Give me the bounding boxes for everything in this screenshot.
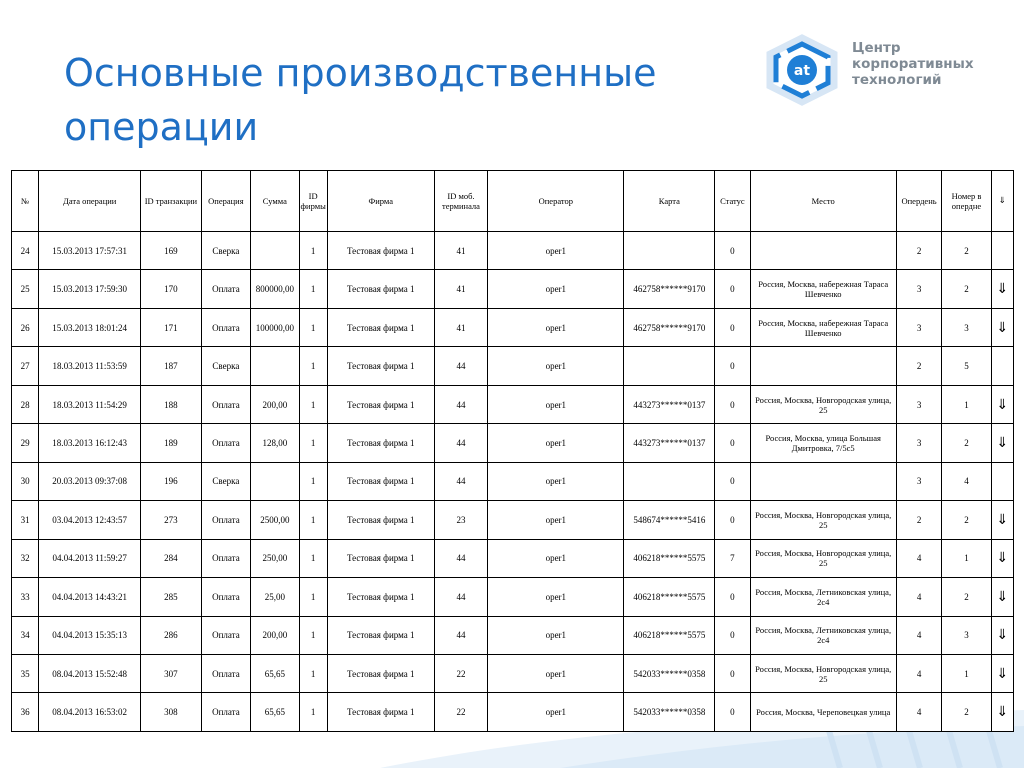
cell-col-card bbox=[624, 232, 715, 270]
cell-col-place: Россия, Москва, Новгородская улица, 25 bbox=[750, 654, 896, 692]
table-row bbox=[12, 693, 1014, 732]
cell-col-firm-id: 1 bbox=[299, 616, 327, 654]
cell-col-number: 34 bbox=[12, 616, 39, 654]
cell-col-number: 24 bbox=[12, 232, 39, 270]
cell-col-card bbox=[624, 347, 715, 385]
cell-col-terminal-id: 44 bbox=[434, 424, 487, 462]
cell-col-firm: Тестовая фирма 1 bbox=[327, 462, 434, 500]
cell-col-operday: 3 bbox=[896, 462, 941, 500]
cell-col-operation: Оплата bbox=[201, 424, 250, 462]
cell-col-status: 0 bbox=[715, 424, 750, 462]
cell-col-date: 18.03.2013 11:53:59 bbox=[39, 347, 141, 385]
cell-col-operday-number: 2 bbox=[942, 693, 991, 732]
cell-col-firm-id: 1 bbox=[299, 270, 327, 308]
down-arrow-icon bbox=[991, 232, 1013, 270]
cell-col-operday: 4 bbox=[896, 654, 941, 692]
cell-col-status: 0 bbox=[715, 270, 750, 308]
cell-col-operday: 3 bbox=[896, 385, 941, 423]
logo-line-1: Центр bbox=[852, 40, 901, 56]
cell-col-terminal-id: 22 bbox=[434, 693, 487, 732]
cell-col-amount: 200,00 bbox=[251, 616, 299, 654]
cell-col-firm: Тестовая фирма 1 bbox=[327, 347, 434, 385]
cell-col-operation: Сверка bbox=[201, 232, 250, 270]
cell-col-card: 462758******9170 bbox=[624, 308, 715, 346]
cell-col-card: 406218******5575 bbox=[624, 578, 715, 616]
table-row bbox=[12, 501, 1014, 539]
cell-col-card: 443273******0137 bbox=[624, 424, 715, 462]
cell-col-amount: 200,00 bbox=[251, 385, 299, 423]
cell-col-place: Россия, Москва, Новгородская улица, 25 bbox=[750, 501, 896, 539]
cell-col-operday-number: 2 bbox=[942, 232, 991, 270]
cell-col-operday: 4 bbox=[896, 578, 941, 616]
cell-col-date: 20.03.2013 09:37:08 bbox=[39, 462, 141, 500]
cell-col-terminal-id: 44 bbox=[434, 385, 487, 423]
table-row bbox=[12, 654, 1014, 692]
cell-col-place: Россия, Москва, набережная Тараса Шевченко bbox=[750, 308, 896, 346]
header-col-status: Статус bbox=[715, 171, 750, 232]
cell-col-status: 0 bbox=[715, 501, 750, 539]
cell-col-terminal-id: 44 bbox=[434, 347, 487, 385]
cell-col-place: Россия, Москва, Летниковская улица, 2с4 bbox=[750, 578, 896, 616]
cell-col-place: Россия, Москва, Череповецкая улица bbox=[750, 693, 896, 732]
cell-col-amount: 2500,00 bbox=[251, 501, 299, 539]
cell-col-operation: Оплата bbox=[201, 270, 250, 308]
cell-col-firm: Тестовая фирма 1 bbox=[327, 232, 434, 270]
cell-col-terminal-id: 44 bbox=[434, 462, 487, 500]
company-logo bbox=[762, 34, 1002, 106]
header-col-transaction-id: ID транзакции bbox=[141, 171, 202, 232]
cell-col-firm-id: 1 bbox=[299, 347, 327, 385]
table-row bbox=[12, 270, 1014, 308]
cell-col-transaction-id: 284 bbox=[141, 539, 202, 577]
cell-col-operday-number: 2 bbox=[942, 578, 991, 616]
cell-col-operator: oper1 bbox=[488, 578, 624, 616]
cell-col-status: 7 bbox=[715, 539, 750, 577]
cell-col-card: 542033******0358 bbox=[624, 693, 715, 732]
header-col-operday-number: Номер в опердне bbox=[942, 171, 991, 232]
cell-col-operator: oper1 bbox=[488, 539, 624, 577]
cell-col-operation: Оплата bbox=[201, 578, 250, 616]
cell-col-operator: oper1 bbox=[488, 616, 624, 654]
cell-col-operday: 4 bbox=[896, 616, 941, 654]
cell-col-operday-number: 3 bbox=[942, 308, 991, 346]
cell-col-card: 548674******5416 bbox=[624, 501, 715, 539]
cell-col-operday: 3 bbox=[896, 424, 941, 462]
cell-col-status: 0 bbox=[715, 693, 750, 732]
cell-col-transaction-id: 170 bbox=[141, 270, 202, 308]
cell-col-number: 28 bbox=[12, 385, 39, 423]
cell-col-number: 33 bbox=[12, 578, 39, 616]
cell-col-firm: Тестовая фирма 1 bbox=[327, 654, 434, 692]
cell-col-amount bbox=[251, 462, 299, 500]
cell-col-transaction-id: 273 bbox=[141, 501, 202, 539]
header-col-place: Место bbox=[750, 171, 896, 232]
cell-col-number: 27 bbox=[12, 347, 39, 385]
down-arrow-icon: ⇓ bbox=[991, 308, 1013, 346]
cell-col-operation: Сверка bbox=[201, 347, 250, 385]
cell-col-card: 542033******0358 bbox=[624, 654, 715, 692]
cell-col-firm: Тестовая фирма 1 bbox=[327, 539, 434, 577]
table-row bbox=[12, 308, 1014, 346]
cell-col-number: 36 bbox=[12, 693, 39, 732]
cell-col-operday-number: 2 bbox=[942, 501, 991, 539]
cell-col-firm-id: 1 bbox=[299, 308, 327, 346]
table-row bbox=[12, 616, 1014, 654]
cell-col-place: Россия, Москва, улица Большая Дмитровка, 7/5с5 bbox=[750, 424, 896, 462]
cell-col-place bbox=[750, 232, 896, 270]
header-col-terminal-id: ID моб. терминала bbox=[434, 171, 487, 232]
logo-text bbox=[852, 40, 974, 88]
header-col-amount: Сумма bbox=[251, 171, 299, 232]
cell-col-operation: Оплата bbox=[201, 693, 250, 732]
cell-col-date: 03.04.2013 12:43:57 bbox=[39, 501, 141, 539]
header-col-operday: Опердень bbox=[896, 171, 941, 232]
cell-col-date: 04.04.2013 15:35:13 bbox=[39, 616, 141, 654]
cell-col-operator: oper1 bbox=[488, 693, 624, 732]
cell-col-operator: oper1 bbox=[488, 424, 624, 462]
cell-col-transaction-id: 307 bbox=[141, 654, 202, 692]
cell-col-place bbox=[750, 462, 896, 500]
cell-col-firm: Тестовая фирма 1 bbox=[327, 385, 434, 423]
cell-col-terminal-id: 41 bbox=[434, 270, 487, 308]
cell-col-transaction-id: 188 bbox=[141, 385, 202, 423]
cell-col-amount: 250,00 bbox=[251, 539, 299, 577]
down-arrow-icon: ⇓ bbox=[991, 424, 1013, 462]
down-arrow-icon: ⇓ bbox=[991, 654, 1013, 692]
cell-col-operday: 4 bbox=[896, 693, 941, 732]
header-col-operator: Оператор bbox=[488, 171, 624, 232]
cell-col-amount: 128,00 bbox=[251, 424, 299, 462]
cell-col-amount: 65,65 bbox=[251, 693, 299, 732]
cell-col-operation: Оплата bbox=[201, 539, 250, 577]
down-arrow-icon: ⇓ bbox=[991, 578, 1013, 616]
cell-col-firm-id: 1 bbox=[299, 693, 327, 732]
cell-col-place: Россия, Москва, набережная Тараса Шевченко bbox=[750, 270, 896, 308]
header-col-number: № bbox=[12, 171, 39, 232]
cell-col-operday-number: 2 bbox=[942, 424, 991, 462]
cell-col-firm: Тестовая фирма 1 bbox=[327, 578, 434, 616]
cell-col-transaction-id: 308 bbox=[141, 693, 202, 732]
cell-col-operator: oper1 bbox=[488, 462, 624, 500]
cell-col-terminal-id: 22 bbox=[434, 654, 487, 692]
cell-col-operday: 4 bbox=[896, 539, 941, 577]
cell-col-status: 0 bbox=[715, 347, 750, 385]
cell-col-operday-number: 1 bbox=[942, 654, 991, 692]
cell-col-terminal-id: 44 bbox=[434, 539, 487, 577]
cell-col-terminal-id: 44 bbox=[434, 578, 487, 616]
cell-col-card: 462758******9170 bbox=[624, 270, 715, 308]
cell-col-firm: Тестовая фирма 1 bbox=[327, 616, 434, 654]
table-row bbox=[12, 539, 1014, 577]
cell-col-firm: Тестовая фирма 1 bbox=[327, 308, 434, 346]
cell-col-operator: oper1 bbox=[488, 270, 624, 308]
cell-col-place: Россия, Москва, Новгородская улица, 25 bbox=[750, 539, 896, 577]
logo-hexagon-icon bbox=[762, 34, 842, 106]
logo-line-2: корпоративных bbox=[852, 56, 974, 72]
cell-col-status: 0 bbox=[715, 462, 750, 500]
cell-col-firm-id: 1 bbox=[299, 232, 327, 270]
cell-col-operation: Оплата bbox=[201, 308, 250, 346]
cell-col-operday: 2 bbox=[896, 501, 941, 539]
cell-col-status: 0 bbox=[715, 578, 750, 616]
cell-col-transaction-id: 187 bbox=[141, 347, 202, 385]
cell-col-operation: Оплата bbox=[201, 501, 250, 539]
cell-col-operday: 3 bbox=[896, 270, 941, 308]
cell-col-transaction-id: 189 bbox=[141, 424, 202, 462]
cell-col-terminal-id: 44 bbox=[434, 616, 487, 654]
cell-col-transaction-id: 169 bbox=[141, 232, 202, 270]
cell-col-firm-id: 1 bbox=[299, 462, 327, 500]
cell-col-place: Россия, Москва, Новгородская улица, 25 bbox=[750, 385, 896, 423]
down-arrow-icon bbox=[991, 462, 1013, 500]
cell-col-firm: Тестовая фирма 1 bbox=[327, 424, 434, 462]
cell-col-status: 0 bbox=[715, 385, 750, 423]
cell-col-operator: oper1 bbox=[488, 385, 624, 423]
cell-col-firm: Тестовая фирма 1 bbox=[327, 270, 434, 308]
table-row bbox=[12, 424, 1014, 462]
cell-col-operday-number: 1 bbox=[942, 385, 991, 423]
cell-col-place bbox=[750, 347, 896, 385]
down-arrow-icon: ⇓ bbox=[991, 501, 1013, 539]
cell-col-card: 406218******5575 bbox=[624, 616, 715, 654]
cell-col-amount: 65,65 bbox=[251, 654, 299, 692]
cell-col-firm: Тестовая фирма 1 bbox=[327, 693, 434, 732]
header-col-card: Карта bbox=[624, 171, 715, 232]
cell-col-operation: Оплата bbox=[201, 654, 250, 692]
cell-col-operation: Оплата bbox=[201, 385, 250, 423]
header-col-firm: Фирма bbox=[327, 171, 434, 232]
cell-col-firm-id: 1 bbox=[299, 424, 327, 462]
cell-col-operday-number: 5 bbox=[942, 347, 991, 385]
cell-col-amount bbox=[251, 347, 299, 385]
cell-col-transaction-id: 286 bbox=[141, 616, 202, 654]
cell-col-operday: 2 bbox=[896, 347, 941, 385]
cell-col-status: 0 bbox=[715, 232, 750, 270]
operations-table bbox=[11, 170, 1014, 732]
cell-col-operday: 2 bbox=[896, 232, 941, 270]
logo-mark-text: at bbox=[793, 63, 811, 79]
cell-col-status: 0 bbox=[715, 654, 750, 692]
down-arrow-icon: ⇓ bbox=[991, 270, 1013, 308]
cell-col-operday-number: 3 bbox=[942, 616, 991, 654]
cell-col-amount: 25,00 bbox=[251, 578, 299, 616]
table-header-row bbox=[12, 171, 1014, 232]
cell-col-transaction-id: 285 bbox=[141, 578, 202, 616]
down-arrow-icon: ⇓ bbox=[991, 539, 1013, 577]
table-row bbox=[12, 578, 1014, 616]
cell-col-amount: 800000,00 bbox=[251, 270, 299, 308]
cell-col-firm: Тестовая фирма 1 bbox=[327, 501, 434, 539]
cell-col-transaction-id: 196 bbox=[141, 462, 202, 500]
cell-col-operator: oper1 bbox=[488, 501, 624, 539]
cell-col-operator: oper1 bbox=[488, 308, 624, 346]
cell-col-firm-id: 1 bbox=[299, 385, 327, 423]
cell-col-operator: oper1 bbox=[488, 654, 624, 692]
table-row bbox=[12, 232, 1014, 270]
header-col-date: Дата операции bbox=[39, 171, 141, 232]
down-arrow-icon: ⇓ bbox=[991, 385, 1013, 423]
down-arrow-icon: ⇓ bbox=[991, 693, 1013, 732]
operations-table-container bbox=[11, 170, 1014, 732]
cell-col-number: 29 bbox=[12, 424, 39, 462]
cell-col-date: 15.03.2013 17:57:31 bbox=[39, 232, 141, 270]
cell-col-firm-id: 1 bbox=[299, 539, 327, 577]
cell-col-amount bbox=[251, 232, 299, 270]
logo-line-3: технологий bbox=[852, 72, 942, 88]
cell-col-card bbox=[624, 462, 715, 500]
down-arrow-icon bbox=[991, 347, 1013, 385]
cell-col-operation: Сверка bbox=[201, 462, 250, 500]
cell-col-operator: oper1 bbox=[488, 232, 624, 270]
cell-col-terminal-id: 41 bbox=[434, 232, 487, 270]
cell-col-number: 35 bbox=[12, 654, 39, 692]
cell-col-date: 18.03.2013 11:54:29 bbox=[39, 385, 141, 423]
cell-col-date: 15.03.2013 18:01:24 bbox=[39, 308, 141, 346]
table-row bbox=[12, 347, 1014, 385]
table-row bbox=[12, 385, 1014, 423]
cell-col-status: 0 bbox=[715, 616, 750, 654]
cell-col-firm-id: 1 bbox=[299, 654, 327, 692]
cell-col-transaction-id: 171 bbox=[141, 308, 202, 346]
cell-col-firm-id: 1 bbox=[299, 501, 327, 539]
table-row bbox=[12, 462, 1014, 500]
table-body bbox=[12, 232, 1014, 732]
cell-col-operday-number: 4 bbox=[942, 462, 991, 500]
cell-col-operation: Оплата bbox=[201, 616, 250, 654]
header-col-arrow: ⇓ bbox=[991, 171, 1013, 232]
cell-col-date: 08.04.2013 15:52:48 bbox=[39, 654, 141, 692]
cell-col-number: 26 bbox=[12, 308, 39, 346]
cell-col-date: 18.03.2013 16:12:43 bbox=[39, 424, 141, 462]
cell-col-date: 04.04.2013 11:59:27 bbox=[39, 539, 141, 577]
cell-col-status: 0 bbox=[715, 308, 750, 346]
cell-col-card: 443273******0137 bbox=[624, 385, 715, 423]
cell-col-card: 406218******5575 bbox=[624, 539, 715, 577]
cell-col-date: 04.04.2013 14:43:21 bbox=[39, 578, 141, 616]
cell-col-operday-number: 2 bbox=[942, 270, 991, 308]
cell-col-number: 32 bbox=[12, 539, 39, 577]
down-arrow-icon: ⇓ bbox=[991, 616, 1013, 654]
cell-col-place: Россия, Москва, Летниковская улица, 2с4 bbox=[750, 616, 896, 654]
cell-col-firm-id: 1 bbox=[299, 578, 327, 616]
cell-col-operator: oper1 bbox=[488, 347, 624, 385]
header-col-operation: Операция bbox=[201, 171, 250, 232]
cell-col-amount: 100000,00 bbox=[251, 308, 299, 346]
cell-col-number: 31 bbox=[12, 501, 39, 539]
cell-col-terminal-id: 41 bbox=[434, 308, 487, 346]
slide-title: Основные производственные операции bbox=[64, 51, 657, 149]
cell-col-date: 15.03.2013 17:59:30 bbox=[39, 270, 141, 308]
cell-col-date: 08.04.2013 16:53:02 bbox=[39, 693, 141, 732]
cell-col-number: 25 bbox=[12, 270, 39, 308]
cell-col-operday-number: 1 bbox=[942, 539, 991, 577]
cell-col-operday: 3 bbox=[896, 308, 941, 346]
header-col-firm-id: ID фирмы bbox=[299, 171, 327, 232]
cell-col-terminal-id: 23 bbox=[434, 501, 487, 539]
cell-col-number: 30 bbox=[12, 462, 39, 500]
